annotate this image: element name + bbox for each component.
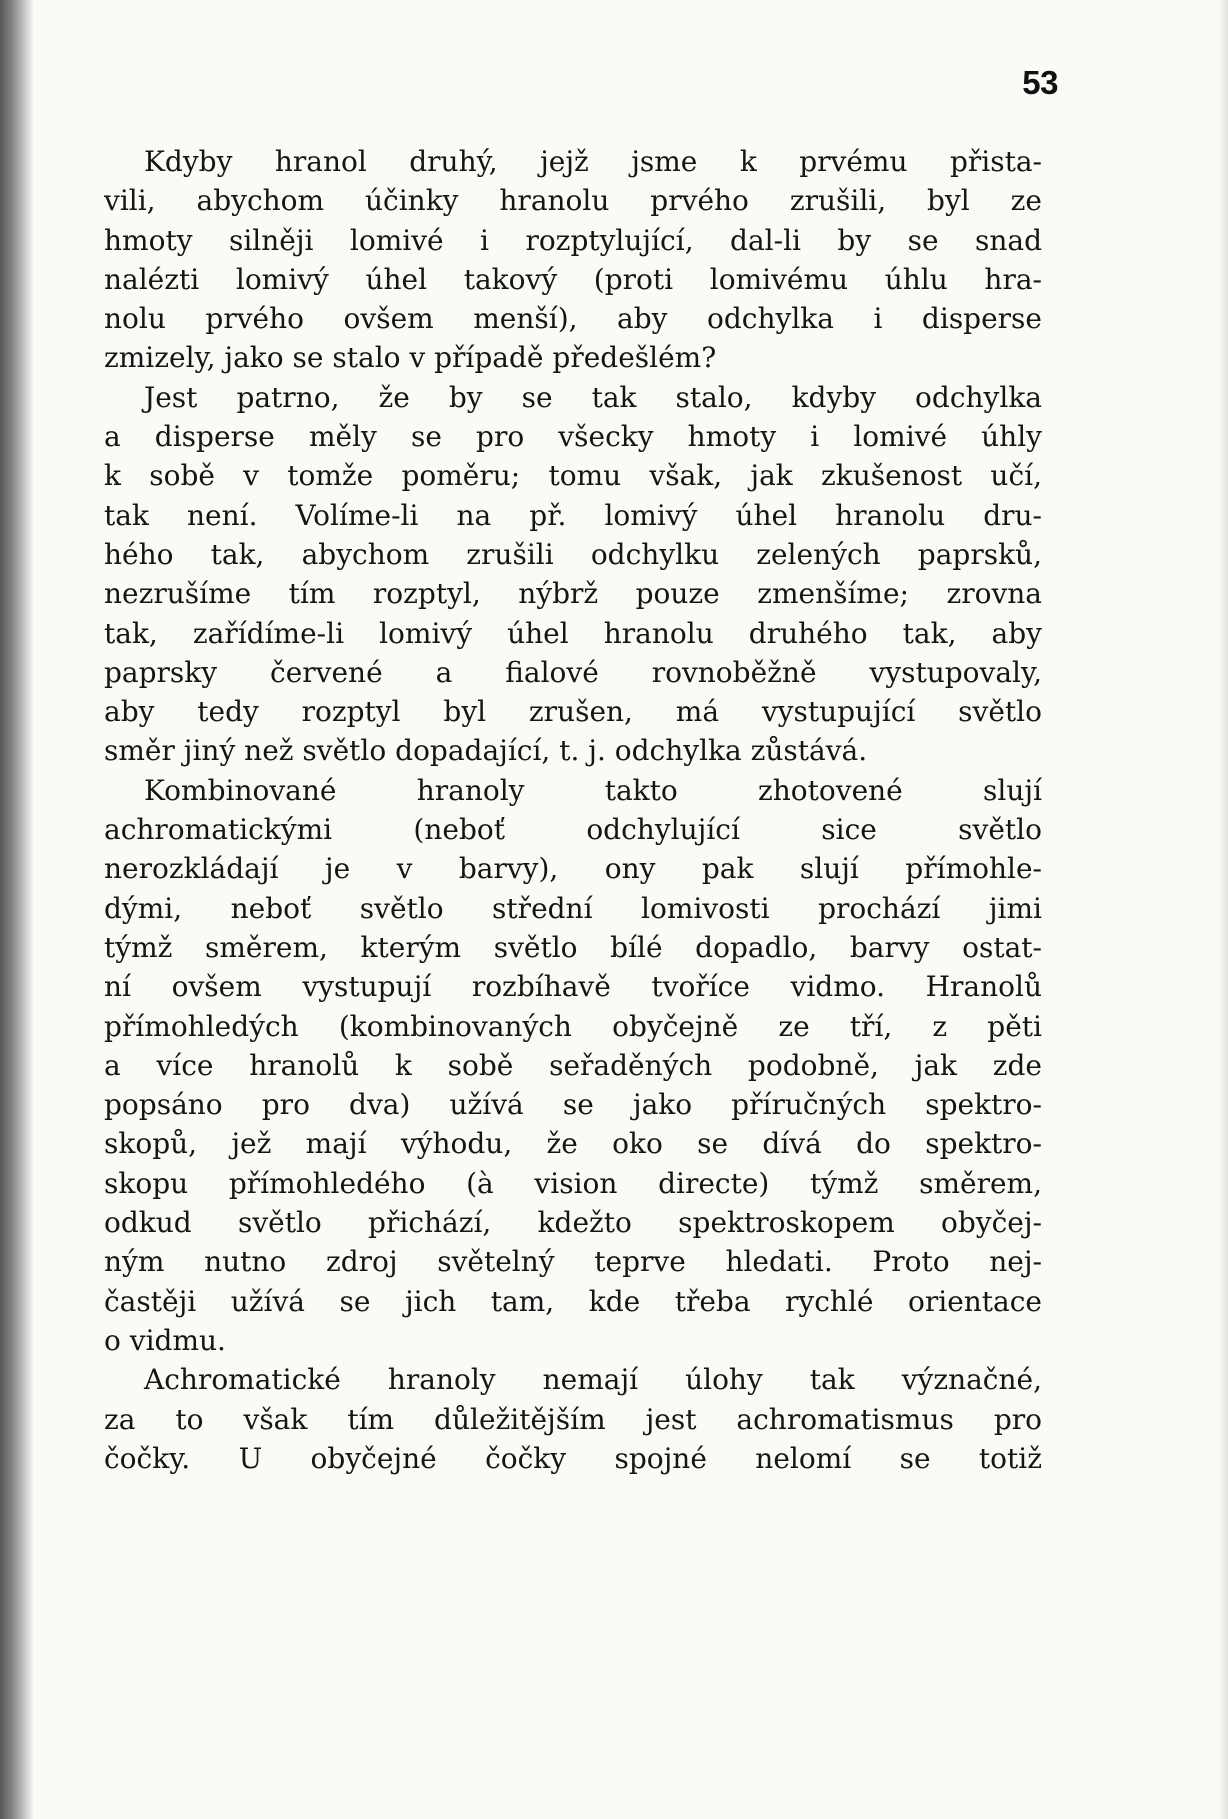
text-line: k sobě v tomže poměru; tomu však, jak zkušenost učí, [104,459,1042,493]
text-line: skopu přímohledého (à vision directe) týmž směrem, [104,1166,1042,1200]
body-text [104,142,1042,1478]
paragraph-1 [104,142,1042,378]
text-line: ní ovšem vystupují rozbíhavě tvoříce vidmo. Hranolů [104,970,1042,1004]
text-line: dými, neboť světlo střední lomivosti prochází jimi [104,891,1042,925]
text-line: přímohledých (kombinovaných obyčejně ze tří, z pěti [104,1009,1042,1043]
text-line: a disperse měly se pro všecky hmoty i lomivé úhly [104,420,1042,454]
text-line: hého tak, abychom zrušili odchylku zelených paprsků, [104,537,1042,571]
text-line: odkud světlo přichází, kdežto spektroskopem obyčej- [104,1206,1042,1240]
text-line: paprsky červené a fialové rovnoběžně vystupovaly, [104,655,1042,689]
text-line: aby tedy rozptyl byl zrušen, má vystupující světlo [104,695,1042,729]
text-line: směr jiný než světlo dopadající, t. j. odchylka zůstává. [104,734,868,768]
text-line: za to však tím důležitějším jest achromatismus pro [104,1402,1042,1436]
text-line: častěji užívá se jich tam, kde třeba rychlé orientace [104,1284,1042,1318]
text-line: a více hranolů k sobě seřaděných podobně, jak zde [104,1048,1042,1082]
text-line: Achromatické hranoly nemají úlohy tak význačné, [144,1363,1042,1397]
text-line: čočky. U obyčejné čočky spojné nelomí se totiž [104,1441,1042,1475]
text-line: tak, zařídíme-li lomivý úhel hranolu druhého tak, aby [104,616,1042,650]
text-line: popsáno pro dva) užívá se jako příručných spektro- [104,1088,1042,1122]
paragraph-2 [104,378,1042,771]
text-line: hmoty silněji lomivé i rozptylující, dal-li by se snad [104,223,1042,257]
text-line: zmizely, jako se stalo v případě předešlém? [104,341,717,375]
right-page-shadow [1218,0,1228,1819]
text-line: Jest patrno, že by se tak stalo, kdyby odchylka [144,380,1042,414]
paragraph-4 [104,1360,1042,1478]
paragraph-3 [104,771,1042,1360]
left-page-shadow [0,0,34,1819]
text-line: achromatickými (neboť odchylující sice světlo [104,813,1042,847]
text-line: nolu prvého ovšem menší), aby odchylka i disperse [104,302,1042,336]
page-number: 53 [1022,64,1058,101]
text-line: nerozkládají je v barvy), ony pak slují přímohle- [104,852,1042,886]
text-line: nezrušíme tím rozptyl, nýbrž pouze zmenšíme; zrovna [104,577,1042,611]
text-line: tak není. Volíme-li na př. lomivý úhel hranolu dru- [104,498,1042,532]
text-line: Kombinované hranoly takto zhotovené slují [144,773,1042,807]
text-line: skopů, jež mají výhodu, že oko se dívá do spektro- [104,1127,1042,1161]
text-line: týmž směrem, kterým světlo bílé dopadlo, barvy ostat- [104,930,1042,964]
text-line: Kdyby hranol druhý, jejž jsme k prvému přista- [144,145,1042,178]
text-line: o vidmu. [104,1323,226,1357]
text-line: nalézti lomivý úhel takový (proti lomivému úhlu hra- [104,262,1042,296]
text-line: vili, abychom účinky hranolu prvého zrušili, byl ze [104,184,1042,218]
text-line: ným nutno zdroj světelný teprve hledati. Proto nej- [104,1245,1042,1279]
